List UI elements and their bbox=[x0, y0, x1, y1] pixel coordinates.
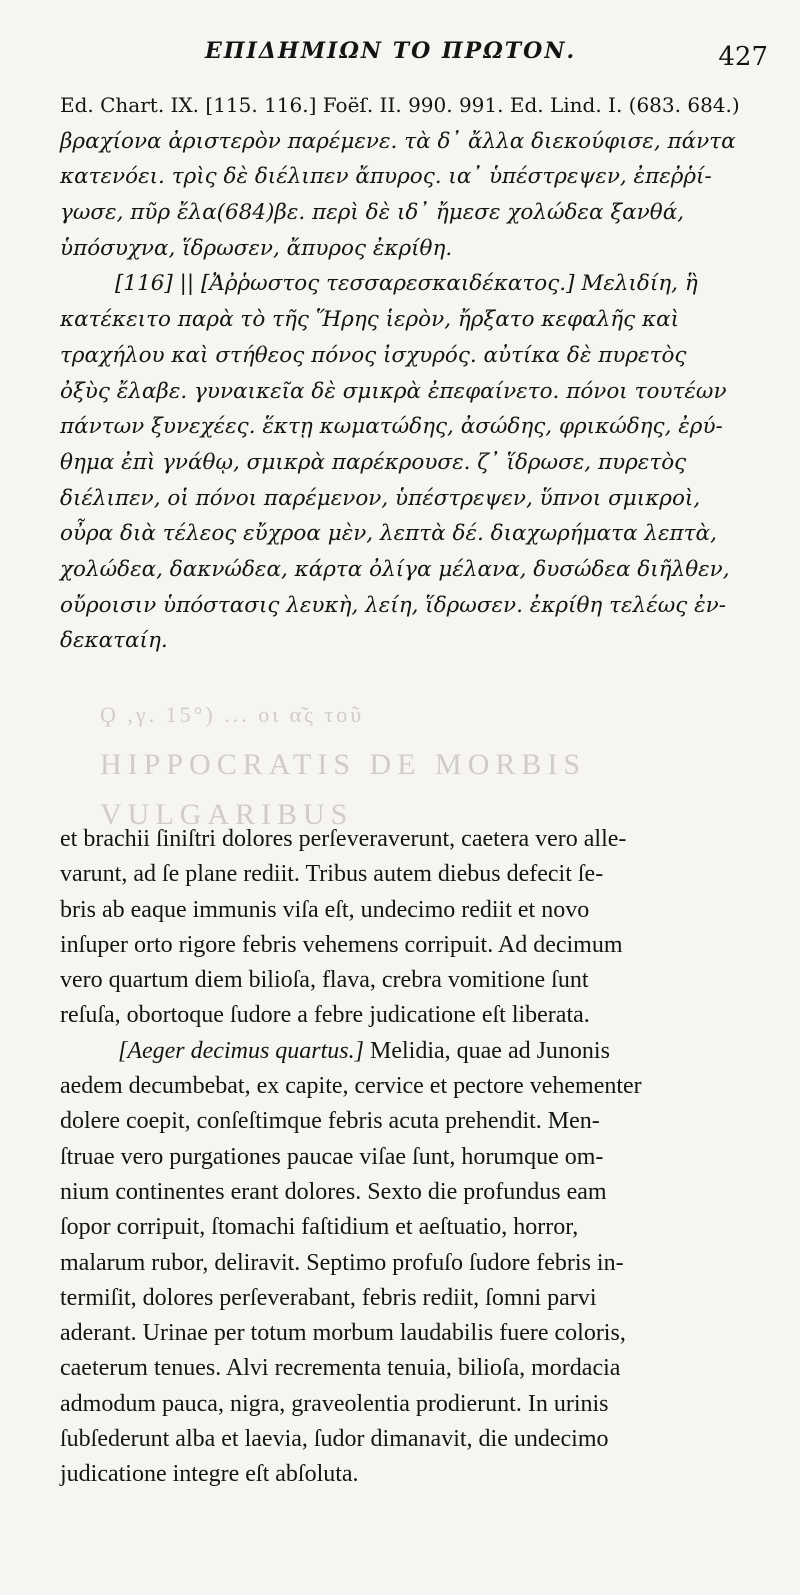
greek-line: πάντων ξυνεχέες. ἕκτῃ κωματώδης, ἀσώδης, φρικώδης, ἐρύ- bbox=[60, 414, 723, 440]
latin-line: judicatione integre eſt abſoluta. bbox=[60, 1461, 359, 1488]
latin-line: ſopor corripuit, ſtomachi faſtidium et aeſtuatio, horror, bbox=[60, 1214, 579, 1241]
latin-line: vero quartum diem bilioſa, flava, crebra vomitione ſunt bbox=[60, 967, 589, 994]
greek-line: ὀξὺς ἔλαβε. γυναικεῖα δὲ σμικρὰ ἐπεφαίνετο. πόνοι τουτέων bbox=[60, 378, 727, 404]
greek-line: ὑπόσυχνα, ἵδρωσεν, ἄπυρος ἐκρίθη. bbox=[60, 235, 453, 261]
greek-line: τραχήλου καὶ στήθεος πόνος ἰσχυρός. αὐτίκα δὲ πυρετὸς bbox=[60, 342, 687, 368]
latin-line: caeterum tenues. Alvi recrementa tenuia, bilioſa, mordacia bbox=[60, 1355, 621, 1382]
latin-line: aderant. Urinae per totum morbum laudabilis fuere coloris, bbox=[60, 1320, 626, 1347]
greek-line: οὔροισιν ὑπόστασις λευκὴ, λείη, ἵδρωσεν. ἐκρίθη τελέως ἐν- bbox=[60, 592, 727, 618]
latin-line: malarum rubor, deliravit. Septimo profuſo ſudore febris in- bbox=[60, 1249, 624, 1276]
greek-line: θημα ἐπὶ γνάθῳ, σμικρὰ παρέκρουσε. ζ᾽ ἵδρωσε, πυρετὸς bbox=[60, 449, 687, 475]
latin-line: inſuper orto rigore febris vehemens corripuit. Ad decimum bbox=[60, 931, 623, 958]
greek-line: οὖρα διὰ τέλεος εὔχροα μὲν, λεπτὰ δέ. διαχωρήματα λεπτὰ, bbox=[60, 521, 717, 547]
edition-reference: Ed. Chart. IX. [115. 116.] Foëſ. II. 990. 991. Ed. Lind. I. (683. 684.) bbox=[60, 93, 740, 117]
case-heading: [Aeger decimus quartus.] bbox=[118, 1037, 364, 1064]
greek-line: διέλιπεν, οἱ πόνοι παρέμενον, ὑπέστρεψεν, ὕπνοι σμικροὶ, bbox=[60, 485, 701, 511]
bleed-through-text bbox=[100, 690, 740, 831]
latin-text-block bbox=[60, 822, 760, 1493]
bleed-through-line: HIPPOCRATIS DE MORBIS VULGARIBUS bbox=[100, 748, 587, 831]
page-number: 427 bbox=[718, 42, 768, 72]
latin-line: et brachii ſiniſtri dolores perſeveraverunt, caetera vero alle- bbox=[60, 826, 627, 852]
latin-line: nium continentes erant dolores. Sexto die profundus eam bbox=[60, 1178, 607, 1205]
latin-line: admodum pauca, nigra, graveolentia prodierunt. In urinis bbox=[60, 1390, 609, 1417]
greek-line: [116] || [Ἀῤῥωστος τεσσαρεσκαιδέκατος.] Μελιδίη, ἣ bbox=[115, 271, 698, 297]
latin-line: dolere coepit, conſeſtimque febris acuta prehendit. Men- bbox=[60, 1108, 600, 1135]
greek-line: βραχίονα ἀριστερὸν παρέμενε. τὰ δ᾽ ἄλλα διεκούφισε, πάντα bbox=[60, 128, 736, 154]
latin-paragraph-start bbox=[60, 1034, 760, 1069]
greek-line: κατενόει. τρὶς δὲ διέλιπεν ἄπυρος. ια᾽ ὑπέστρεψεν, ἐπεῤῥί- bbox=[60, 164, 712, 190]
latin-line: ſtruae vero purgationes paucae viſae ſunt, horumque om- bbox=[60, 1143, 604, 1170]
latin-line: aedem decumbebat, ex capite, cervice et pectore vehementer bbox=[60, 1073, 642, 1100]
running-head: ΕΠΙΔΗΜΙΩΝ ΤΟ ΠΡΩΤΟΝ. bbox=[205, 38, 577, 64]
latin-line-rest: Melidia, quae ad Junonis bbox=[369, 1037, 610, 1064]
latin-line: reſuſa, obortoque ſudore a febre judicatione eſt liberata. bbox=[60, 1002, 590, 1029]
greek-line: χολώδεα, δακνώδεα, κάρτα ὀλίγα μέλανα, δυσώδεα διῆλθεν, bbox=[60, 556, 730, 582]
greek-line: γωσε, πῦρ ἔλα(684)βε. περὶ δὲ ιδ᾽ ἤμεσε χολώδεα ξανθά, bbox=[60, 200, 685, 226]
greek-line: δεκαταίη. bbox=[60, 628, 168, 654]
page-header bbox=[0, 38, 800, 78]
bleed-through-line: Ϙ ,γ. 15°) ... οι α̃ς τοῦ bbox=[100, 702, 365, 727]
latin-line: varunt, ad ſe plane rediit. Tribus autem diebus defecit ſe- bbox=[60, 861, 604, 888]
greek-text-block bbox=[60, 88, 760, 659]
latin-line: ſubſederunt alba et laevia, ſudor dimanavit, die undecimo bbox=[60, 1426, 609, 1453]
greek-line: κατέκειτο παρὰ τὸ τῆς Ἥρης ἱερὸν, ἤρξατο κεφαλῆς καὶ bbox=[60, 307, 680, 333]
latin-line: bris ab eaque immunis viſa eſt, undecimo rediit et novo bbox=[60, 896, 590, 923]
latin-line: termiſit, dolores perſeverabant, febris rediit, ſomni parvi bbox=[60, 1284, 597, 1311]
